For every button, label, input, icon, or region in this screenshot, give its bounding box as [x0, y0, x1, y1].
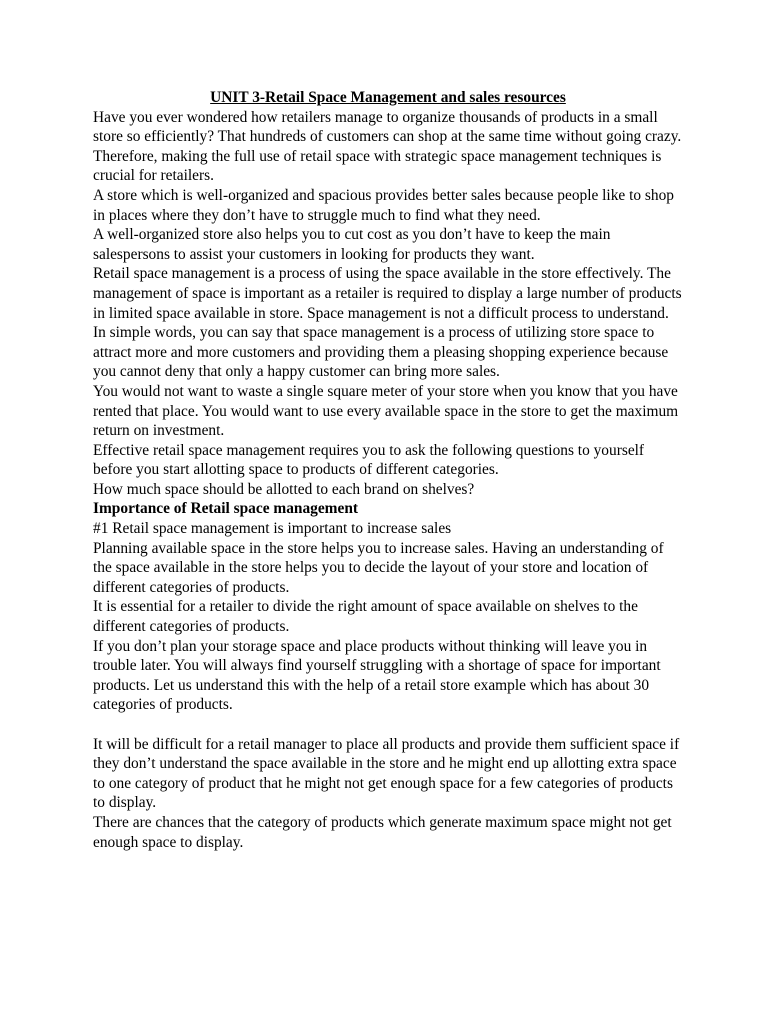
paragraph: Have you ever wondered how retailers manage to organize thousands of products in a small store so efficiently? That hundreds of customers can shop at the same time without going crazy. Therefore, making the full use of retail space with strategic space management techniques is crucial for retailers. — [93, 108, 682, 185]
paragraph: A store which is well-organized and spacious provides better sales because people like to shop in places where they don’t have to struggle much to find what they need. — [93, 186, 674, 224]
document-page — [93, 88, 683, 852]
paragraph: There are chances that the category of products which generate maximum space might not get enough space to display. — [93, 813, 672, 851]
paragraph: You would not want to waste a single square meter of your store when you know that you have rented that place. You would want to use every available space in the store to get the maximum return on investment. — [93, 382, 679, 440]
paragraph: Planning available space in the store helps you to increase sales. Having an understanding of the space available in the store helps you to decide the layout of your store and location of different categories of products. — [93, 539, 664, 596]
paragraph: If you don’t plan your storage space and place products without thinking will leave you in trouble later. You will always find yourself struggling with a shortage of space for important products. Let us understand this with the help of a retail store example which has about 30 categories of products. — [93, 637, 661, 714]
document-title: UNIT 3-Retail Space Management and sales resources — [210, 89, 566, 106]
paragraph: It is essential for a retailer to divide the right amount of space available on shelves to the different categories of products. — [93, 598, 638, 636]
paragraph: Effective retail space management requires you to ask the following questions to yourself before you start allotting space to products of different categories. — [93, 441, 645, 479]
paragraph: It will be difficult for a retail manager to place all products and provide them sufficient space if they don’t understand the space available in the store and he might end up allotting extra space to one category of product that he might not get enough space for a few categories of products to display. — [93, 735, 680, 812]
paragraph: Retail space management is a process of using the space available in the store effectively. The management of space is important as a retailer is required to display a large number of products in limited space available in store. Space management is not a difficult process to understand. — [93, 265, 682, 322]
paragraph: How much space should be allotted to each brand on shelves? — [93, 480, 475, 498]
paragraph: In simple words, you can say that space management is a process of utilizing store space to attract more and more customers and providing them a pleasing shopping experience because you cannot deny that only a happy customer can bring more sales. — [93, 324, 669, 381]
paragraph: A well-organized store also helps you to cut cost as you don’t have to keep the main salespersons to assist your customers in looking for products they want. — [93, 226, 611, 263]
blank-line — [93, 715, 683, 735]
paragraph: #1 Retail space management is important to increase sales — [93, 520, 452, 538]
section-heading: Importance of Retail space management — [93, 500, 359, 518]
